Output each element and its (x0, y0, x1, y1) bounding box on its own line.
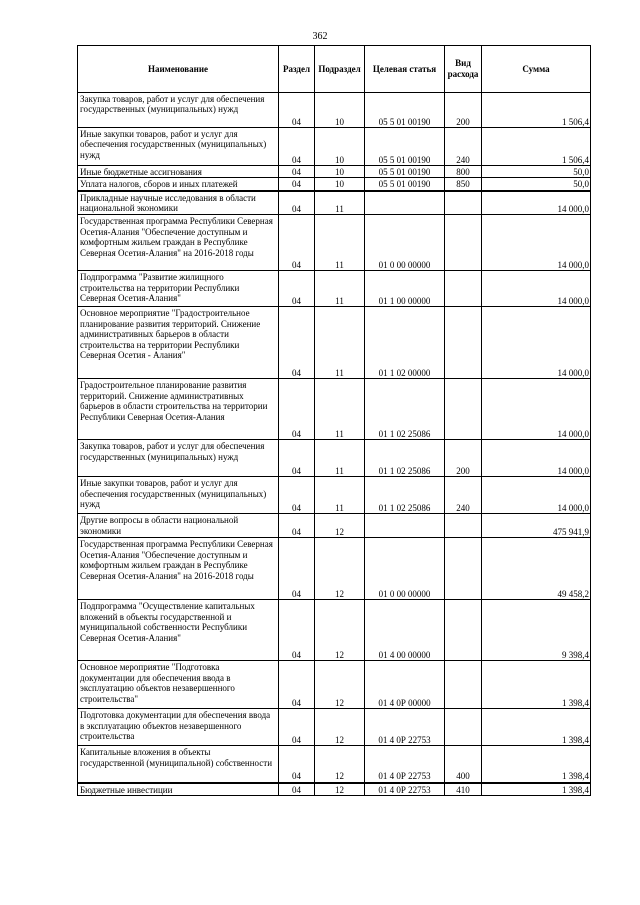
row-section: 04 (279, 746, 315, 783)
table-row (78, 600, 591, 661)
row-name: Другие вопросы в области национальной экономики (78, 514, 279, 538)
row-section: 04 (279, 178, 315, 191)
header-name: Наименование (78, 46, 279, 93)
row-type (445, 600, 482, 661)
row-subsection: 11 (315, 271, 365, 307)
row-name: Прикладные научные исследования в области национальной экономики (78, 191, 279, 215)
row-subsection: 12 (315, 709, 365, 746)
header-type: Вид расхода (445, 46, 482, 93)
row-section: 04 (279, 709, 315, 746)
row-section: 04 (279, 538, 315, 600)
row-target: 05 5 01 00190 (365, 128, 445, 166)
row-sum: 49 458,2 (482, 538, 591, 600)
row-name: Градостроительное планирование развития территорий. Снижение административных барьеров в области строительства на территории Республики Северная Осетия-Алания (78, 379, 279, 440)
row-subsection: 10 (315, 128, 365, 166)
row-subsection: 12 (315, 600, 365, 661)
row-target: 01 1 02 25086 (365, 379, 445, 440)
row-name: Уплата налогов, сборов и иных платежей (78, 178, 279, 191)
row-name: Подготовка документации для обеспечения ввода в эксплуатацию объектов незавершенного строительства (78, 709, 279, 746)
row-subsection: 10 (315, 178, 365, 191)
row-target: 01 0 00 00000 (365, 538, 445, 600)
row-type: 240 (445, 128, 482, 166)
row-name: Основное мероприятие "Подготовка документации для обеспечения ввода в эксплуатацию объектов незавершенного строительства" (78, 661, 279, 709)
table-row (78, 215, 591, 271)
row-name: Бюджетные инвестиции (78, 783, 279, 796)
row-type (445, 271, 482, 307)
row-target: 01 1 02 25086 (365, 477, 445, 514)
row-subsection: 12 (315, 514, 365, 538)
row-target: 01 0 00 00000 (365, 215, 445, 271)
table-row (78, 440, 591, 477)
table-row (78, 477, 591, 514)
table-row (78, 746, 591, 783)
row-sum: 1 398,4 (482, 783, 591, 796)
table-row (78, 783, 591, 796)
row-sum: 1 506,4 (482, 93, 591, 128)
row-subsection: 12 (315, 746, 365, 783)
header-section: Раздел (279, 46, 315, 93)
row-sum: 1 506,4 (482, 128, 591, 166)
row-sum: 14 000,0 (482, 191, 591, 215)
budget-table (77, 45, 591, 796)
row-name: Государственная программа Республики Северная Осетия-Алания "Обеспечение доступным и комфортным жильем граждан в Республике Северная Осетия-Алания" на 2016-2018 годы (78, 215, 279, 271)
row-subsection: 10 (315, 166, 365, 178)
row-type: 850 (445, 178, 482, 191)
table-row (78, 307, 591, 379)
table-row (78, 93, 591, 128)
row-subsection: 10 (315, 93, 365, 128)
row-type (445, 661, 482, 709)
row-name: Иные бюджетные ассигнования (78, 166, 279, 178)
row-subsection: 12 (315, 661, 365, 709)
row-sum: 475 941,9 (482, 514, 591, 538)
row-target: 01 4 0Р 22753 (365, 783, 445, 796)
row-name: Иные закупки товаров, работ и услуг для обеспечения государственных (муниципальных) нужд (78, 128, 279, 166)
header-target: Целевая статья (365, 46, 445, 93)
row-sum: 14 000,0 (482, 307, 591, 379)
row-subsection: 11 (315, 440, 365, 477)
row-name: Закупка товаров, работ и услуг для обеспечения государственных (муниципальных) нужд (78, 440, 279, 477)
row-target: 01 4 0Р 00000 (365, 661, 445, 709)
row-target: 05 5 01 00190 (365, 178, 445, 191)
row-name: Закупка товаров, работ и услуг для обеспечения государственных (муниципальных) нужд (78, 93, 279, 128)
row-name: Иные закупки товаров, работ и услуг для обеспечения государственных (муниципальных) нужд (78, 477, 279, 514)
row-sum: 50,0 (482, 178, 591, 191)
table-row (78, 661, 591, 709)
row-sum: 14 000,0 (482, 271, 591, 307)
row-type (445, 379, 482, 440)
row-type: 200 (445, 93, 482, 128)
row-name: Государственная программа Республики Северная Осетия-Алания "Обеспечение доступным и комфортным жильем граждан в Республике Северная Осетия-Алания" на 2016-2018 годы (78, 538, 279, 600)
row-target: 05 5 01 00190 (365, 166, 445, 178)
row-section: 04 (279, 166, 315, 178)
row-sum: 14 000,0 (482, 477, 591, 514)
row-target: 01 1 00 00000 (365, 271, 445, 307)
row-sum: 50,0 (482, 166, 591, 178)
row-type: 800 (445, 166, 482, 178)
table-row (78, 178, 591, 191)
row-section: 04 (279, 600, 315, 661)
row-name: Основное мероприятие "Градостроительное планирование развития территорий. Снижение административных барьеров в области строительства на территории Республики Северная Осетия - Алания" (78, 307, 279, 379)
row-name: Подпрограмма "Развитие жилищного строительства на территории Республики Северная Осетия-Алания" (78, 271, 279, 307)
row-target: 01 1 02 00000 (365, 307, 445, 379)
row-type (445, 215, 482, 271)
row-sum: 14 000,0 (482, 440, 591, 477)
row-type (445, 307, 482, 379)
row-section: 04 (279, 783, 315, 796)
table-header-row (78, 46, 591, 93)
row-type: 410 (445, 783, 482, 796)
row-section: 04 (279, 215, 315, 271)
row-type: 400 (445, 746, 482, 783)
row-sum: 9 398,4 (482, 600, 591, 661)
row-sum: 14 000,0 (482, 215, 591, 271)
row-subsection: 12 (315, 538, 365, 600)
row-type (445, 709, 482, 746)
table-row (78, 166, 591, 178)
row-type: 200 (445, 440, 482, 477)
row-name: Капитальные вложения в объекты государственной (муниципальной) собственности (78, 746, 279, 783)
row-target (365, 191, 445, 215)
row-target: 01 1 02 25086 (365, 440, 445, 477)
row-subsection: 11 (315, 379, 365, 440)
row-sum: 1 398,4 (482, 709, 591, 746)
row-sum: 1 398,4 (482, 661, 591, 709)
row-section: 04 (279, 307, 315, 379)
table-row (78, 514, 591, 538)
row-sum: 14 000,0 (482, 379, 591, 440)
row-type (445, 191, 482, 215)
row-target: 01 4 0Р 22753 (365, 746, 445, 783)
row-section: 04 (279, 477, 315, 514)
row-target: 01 4 00 00000 (365, 600, 445, 661)
table-row (78, 379, 591, 440)
row-subsection: 11 (315, 191, 365, 215)
row-type (445, 514, 482, 538)
row-section: 04 (279, 379, 315, 440)
row-subsection: 11 (315, 215, 365, 271)
row-type (445, 538, 482, 600)
row-subsection: 11 (315, 307, 365, 379)
row-target (365, 514, 445, 538)
row-type: 240 (445, 477, 482, 514)
row-subsection: 12 (315, 783, 365, 796)
row-sum: 1 398,4 (482, 746, 591, 783)
table-row (78, 271, 591, 307)
row-subsection: 11 (315, 477, 365, 514)
row-section: 04 (279, 440, 315, 477)
row-section: 04 (279, 191, 315, 215)
row-section: 04 (279, 514, 315, 538)
page-number: 362 (312, 31, 328, 42)
row-section: 04 (279, 128, 315, 166)
row-name: Подпрограмма "Осуществление капитальных вложений в объекты государственной и муниципальной собственности Республики Северная Осетия-Алания" (78, 600, 279, 661)
row-section: 04 (279, 271, 315, 307)
header-subsection: Подраздел (315, 46, 365, 93)
table-row (78, 538, 591, 600)
header-sum: Сумма (482, 46, 591, 93)
table-row (78, 191, 591, 215)
table-row (78, 709, 591, 746)
row-target: 05 5 01 00190 (365, 93, 445, 128)
row-section: 04 (279, 93, 315, 128)
row-section: 04 (279, 661, 315, 709)
table-row (78, 128, 591, 166)
row-target: 01 4 0Р 22753 (365, 709, 445, 746)
